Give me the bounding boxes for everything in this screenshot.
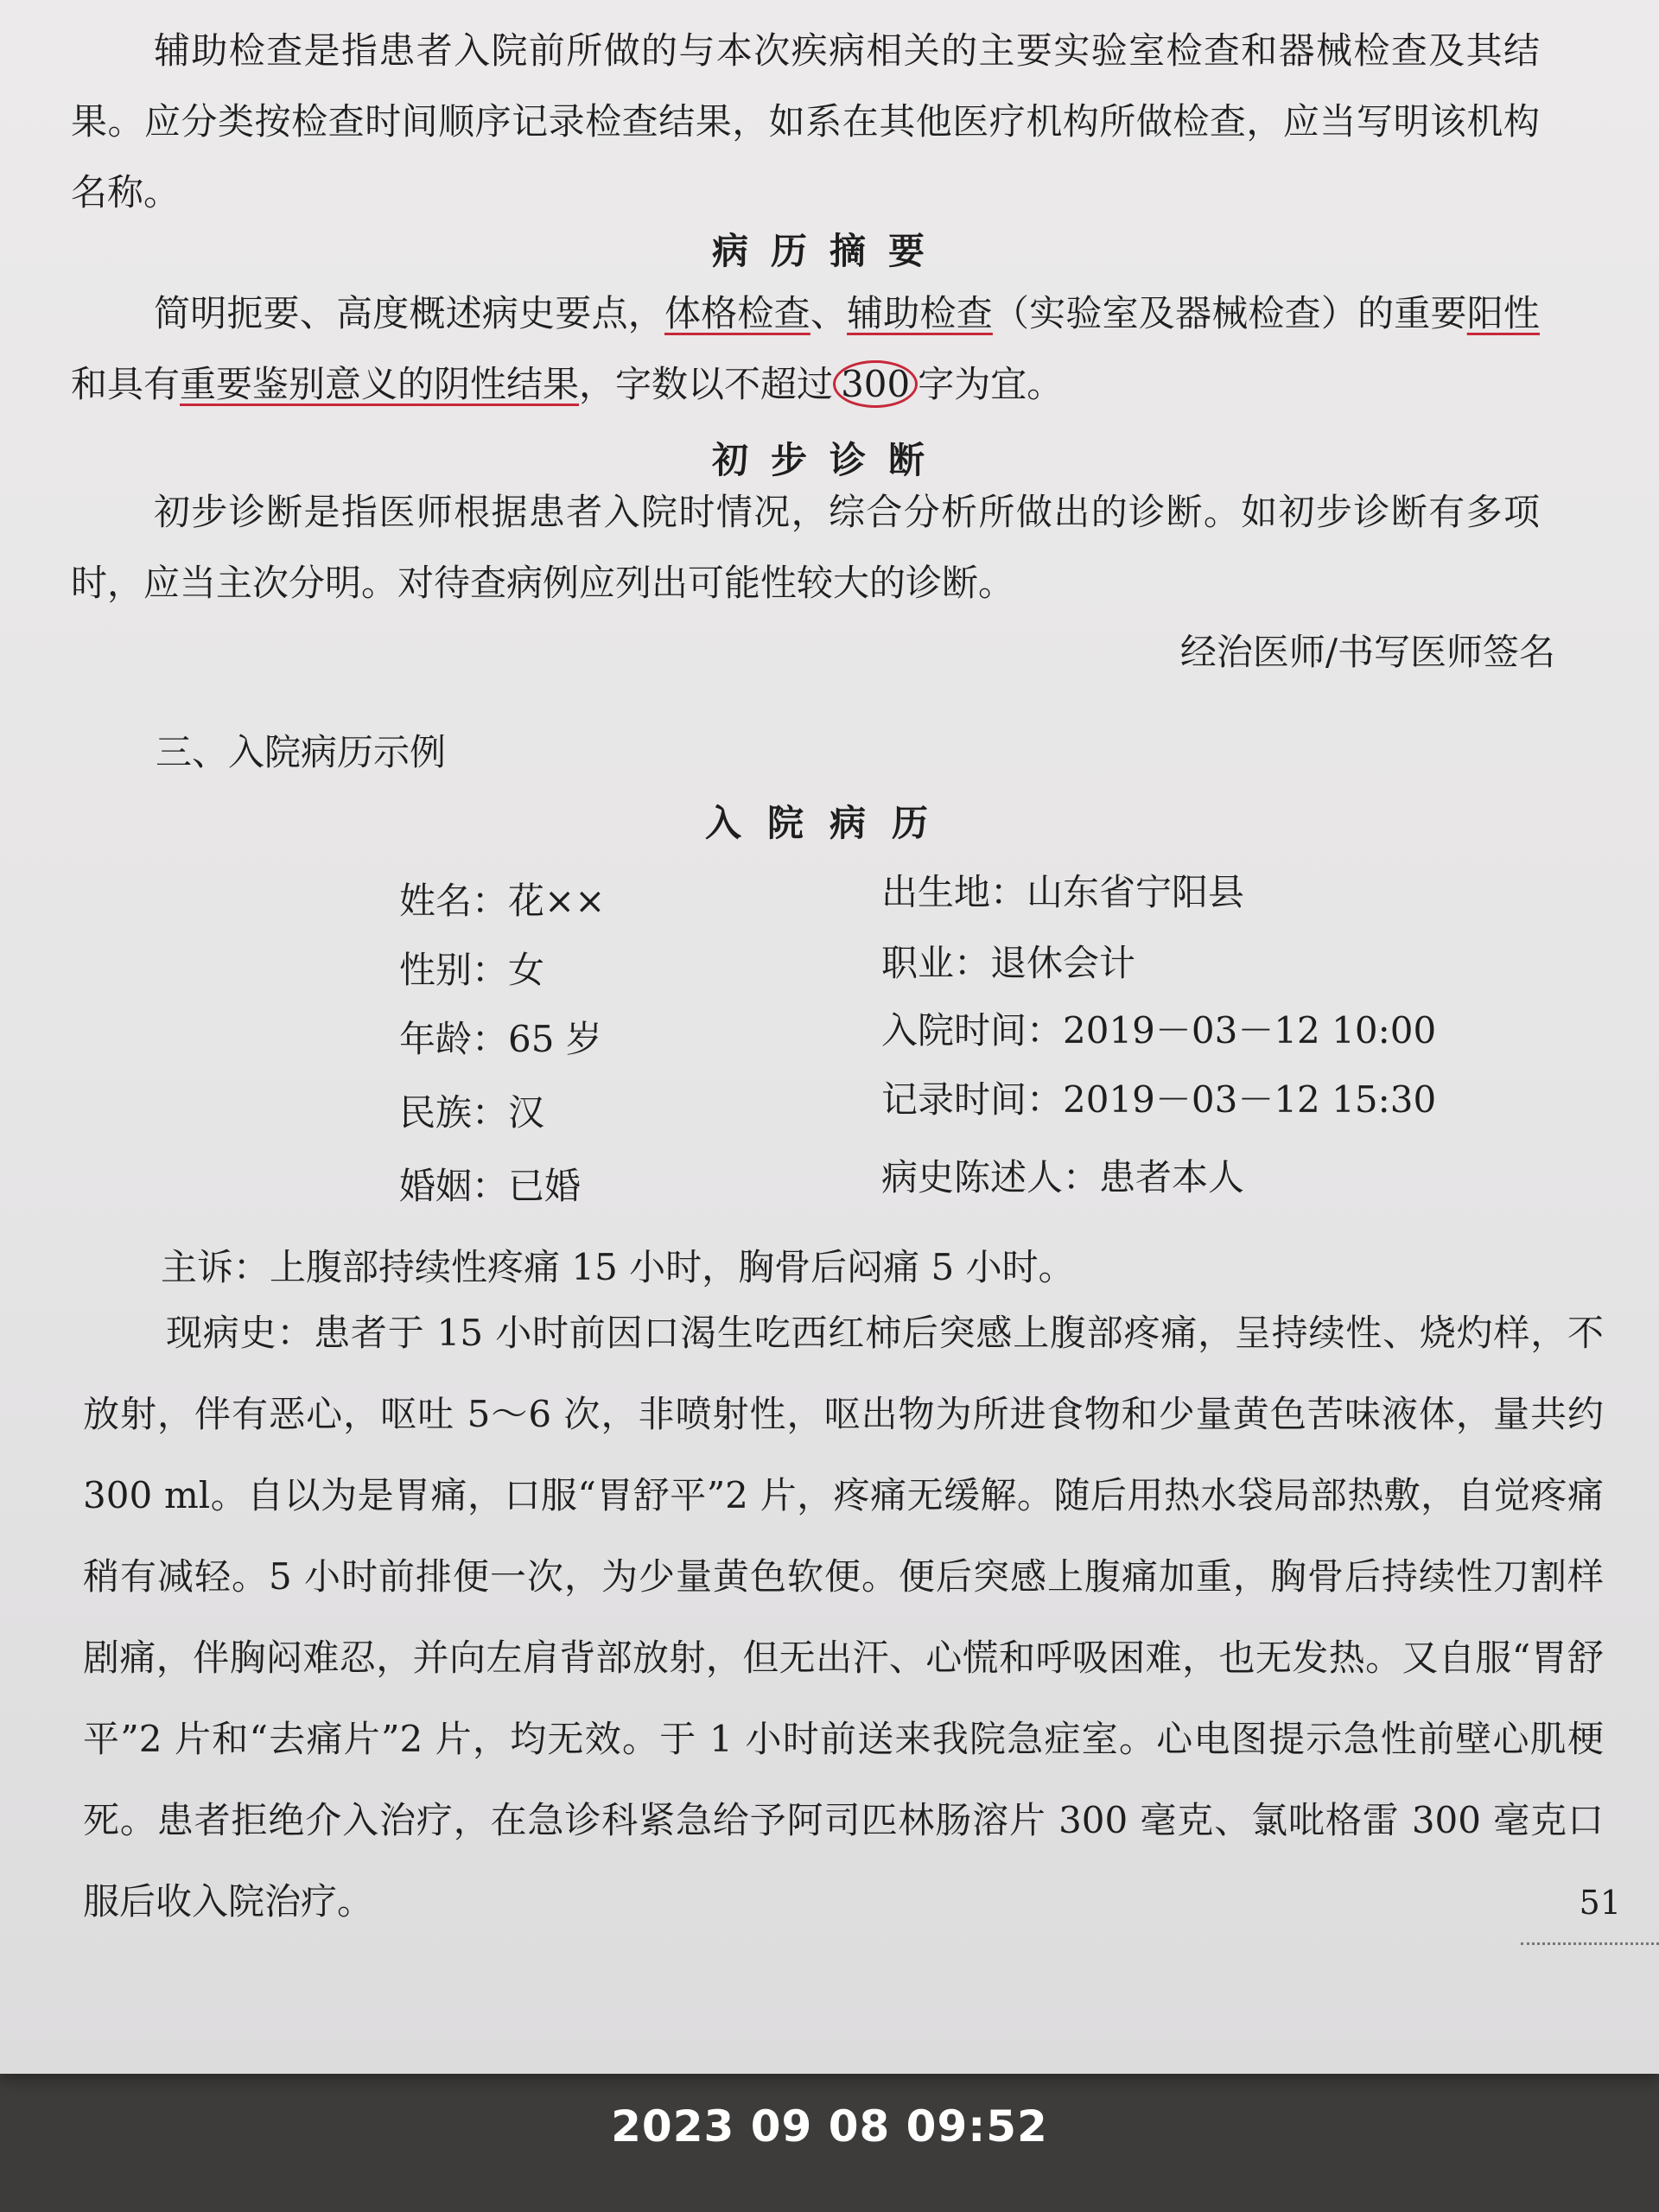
summary-text-l: 字为宜。 [918, 363, 1064, 405]
record-title: 入院病历 [704, 802, 954, 844]
summary-heading: 病历摘要 [711, 230, 947, 272]
aux-exam-paragraph: 辅助检查是指患者入院前所做的与本次疾病相关的主要实验室检查和器械检查及其结果。应分类按检查时间顺序记录检查结果，如系在其他医疗机构所做检查，应当写明该机构名称。 [71, 29, 1540, 213]
chief-complaint: 主诉：上腹部持续性疼痛 15 小时，胸骨后闷痛 5 小时。 [161, 1246, 1075, 1288]
summary-text-negative: 阴性结果 [434, 363, 580, 405]
photo-timestamp: 2023 09 08 09:52 [611, 2101, 1048, 2152]
summary-text-g: 和具有 [71, 363, 181, 405]
section-title: 三、入院病历示例 [156, 731, 447, 773]
field-record-time: 记录时间：2019－03－12 15:30 [881, 1078, 1437, 1121]
summary-text-differential: 重要鉴别意义的 [180, 363, 435, 405]
field-admission-time: 入院时间：2019－03－12 10:00 [881, 1009, 1437, 1052]
summary-text-e: （实验室及器械检查）的重要 [992, 292, 1467, 334]
page-edge-divider [1521, 1942, 1659, 1945]
diagnosis-paragraph: 初步诊断是指医师根据患者入院时情况，综合分析所做出的诊断。如初步诊断有多项时，应当主次分明。对待查病例应列出可能性较大的诊断。 [71, 491, 1540, 604]
summary-text-j: ，字数以不超过 [579, 363, 834, 405]
field-age: 年龄：65 岁 [399, 1018, 602, 1060]
field-marital: 婚姻：已婚 [399, 1165, 582, 1207]
summary-text-physical-exam: 体格检查 [664, 292, 810, 334]
diagnosis-heading: 初步诊断 [711, 439, 947, 481]
page-number: 51 [1579, 1884, 1621, 1922]
doctor-signature-label: 经治医师/书写医师签名 [1179, 631, 1555, 673]
summary-paragraph [71, 278, 1540, 420]
summary-text-c: 、 [810, 292, 848, 334]
field-birthplace: 出生地：山东省宁阳县 [881, 871, 1245, 913]
field-history-narrator: 病史陈述人：患者本人 [881, 1156, 1245, 1198]
summary-text-300-circled: 300 [833, 360, 918, 408]
present-illness-history: 现病史：患者于 15 小时前因口渴生吃西红柿后突感上腹部疼痛，呈持续性、烧灼样，不放射，伴有恶心，呕吐 5～6 次，非喷射性，呕出物为所进食物和少量黄色苦味液体，量共约 300 ml。自以为是胃痛，口服“胃舒平”2 片，疼痛无缓解。随后用热水袋局部热敷，自觉疼痛稍有减轻。5 小时前排便一次，为少量黄色软便。便后突感上腹痛加重，胸骨后持续性刀割样剧痛，伴胸闷难忍，并向左肩背部放射，但无出汗、心慌和呼吸困难，也无发热。又自服“胃舒平”2 片和“去痛片”2 片，均无效。于 1 小时前送来我院急症室。心电图提示急性前壁心肌梗死。患者拒绝介入治疗，在急诊科紧急给予阿司匹林肠溶片 300 毫克、氯吡格雷 300 毫克口服后收入院治疗。 [83, 1312, 1604, 1923]
field-ethnicity: 民族：汉 [399, 1091, 545, 1134]
field-name: 姓名：花×× [399, 880, 606, 922]
field-occupation: 职业：退休会计 [881, 942, 1136, 984]
summary-text-a: 简明扼要、高度概述病史要点， [154, 292, 664, 334]
summary-text-aux-exam: 辅助检查 [847, 292, 993, 334]
field-gender: 性别：女 [399, 949, 545, 991]
summary-text-positive: 阳性 [1466, 292, 1540, 334]
